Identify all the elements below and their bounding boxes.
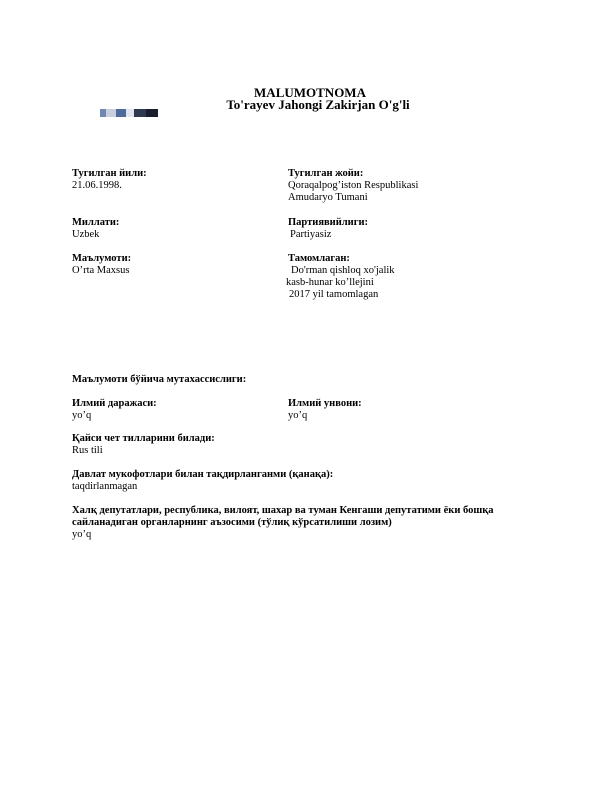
education-block: [72, 253, 131, 277]
birth-year-block: [72, 168, 147, 192]
birth-place-block: [288, 168, 418, 204]
languages-block: [72, 433, 215, 457]
birth-place-line2: Amudaryo Tumani: [288, 192, 368, 203]
photo-stripe: [126, 109, 134, 117]
awards-block: [72, 469, 333, 493]
academic-title-block: [288, 398, 362, 422]
graduated-block: [288, 253, 395, 301]
education-value: O’rta Maxsus: [72, 265, 130, 276]
specialty-label: Маълумоти бўйича мутахассислиги:: [72, 374, 247, 385]
photo-stripe: [146, 109, 158, 117]
birth-place-line1: Qoraqalpog’iston Respublikasi: [288, 180, 419, 191]
birth-year-label: Тугилган йили:: [72, 168, 147, 179]
academic-title-label: Илмий унвони:: [288, 398, 362, 409]
degree-block: [72, 398, 157, 422]
education-label: Маълумоти:: [72, 253, 132, 264]
photo-stripe: [106, 109, 116, 117]
birth-year-value: 21.06.1998.: [72, 180, 122, 191]
academic-title-value: yo’q: [288, 410, 308, 421]
party-block: [288, 217, 368, 241]
graduated-line3: 2017 yil tamomlagan: [289, 289, 379, 300]
party-value: Partiyasiz: [290, 229, 332, 240]
deputy-value: yo’q: [72, 529, 92, 540]
document-title: MALUMOTNOMA: [254, 85, 366, 100]
nationality-value: Uzbek: [72, 229, 100, 240]
nationality-label: Миллати:: [72, 217, 120, 228]
person-name: To'rayev Jahongi Zakirjan O'g'li: [226, 97, 410, 112]
birth-place-label: Тугилган жойи:: [288, 168, 364, 179]
photo-fragment: [100, 109, 158, 117]
photo-stripe: [116, 109, 126, 117]
languages-value: Rus tili: [72, 445, 103, 456]
degree-value: yo’q: [72, 410, 92, 421]
graduated-line1: Do'rman qishloq xo'jalik: [291, 265, 395, 276]
degree-label: Илмий даражаси:: [72, 398, 157, 409]
graduated-line2: kasb-hunar ko’llejini: [286, 277, 374, 288]
graduated-label: Тамомлаган:: [288, 253, 350, 264]
party-label: Партиявийлиги:: [288, 217, 369, 228]
languages-label: Қайси чет тилларини билади:: [72, 433, 215, 444]
deputy-block: [72, 505, 494, 541]
deputy-label-line1: Халқ депутатлари, республика, вилоят, шахар ва туман Кенгаши депутатими ёки бошқа: [72, 505, 494, 516]
deputy-label-line2: сайланадиган органларнинг аъзосими (тўлиқ кўрсатилиши лозим): [72, 517, 392, 528]
awards-label: Давлат мукофотлари билан тақдирланганми (қанақа):: [72, 469, 334, 480]
awards-value: taqdirlanmagan: [72, 481, 138, 492]
nationality-block: [72, 217, 119, 241]
photo-stripe: [134, 109, 146, 117]
